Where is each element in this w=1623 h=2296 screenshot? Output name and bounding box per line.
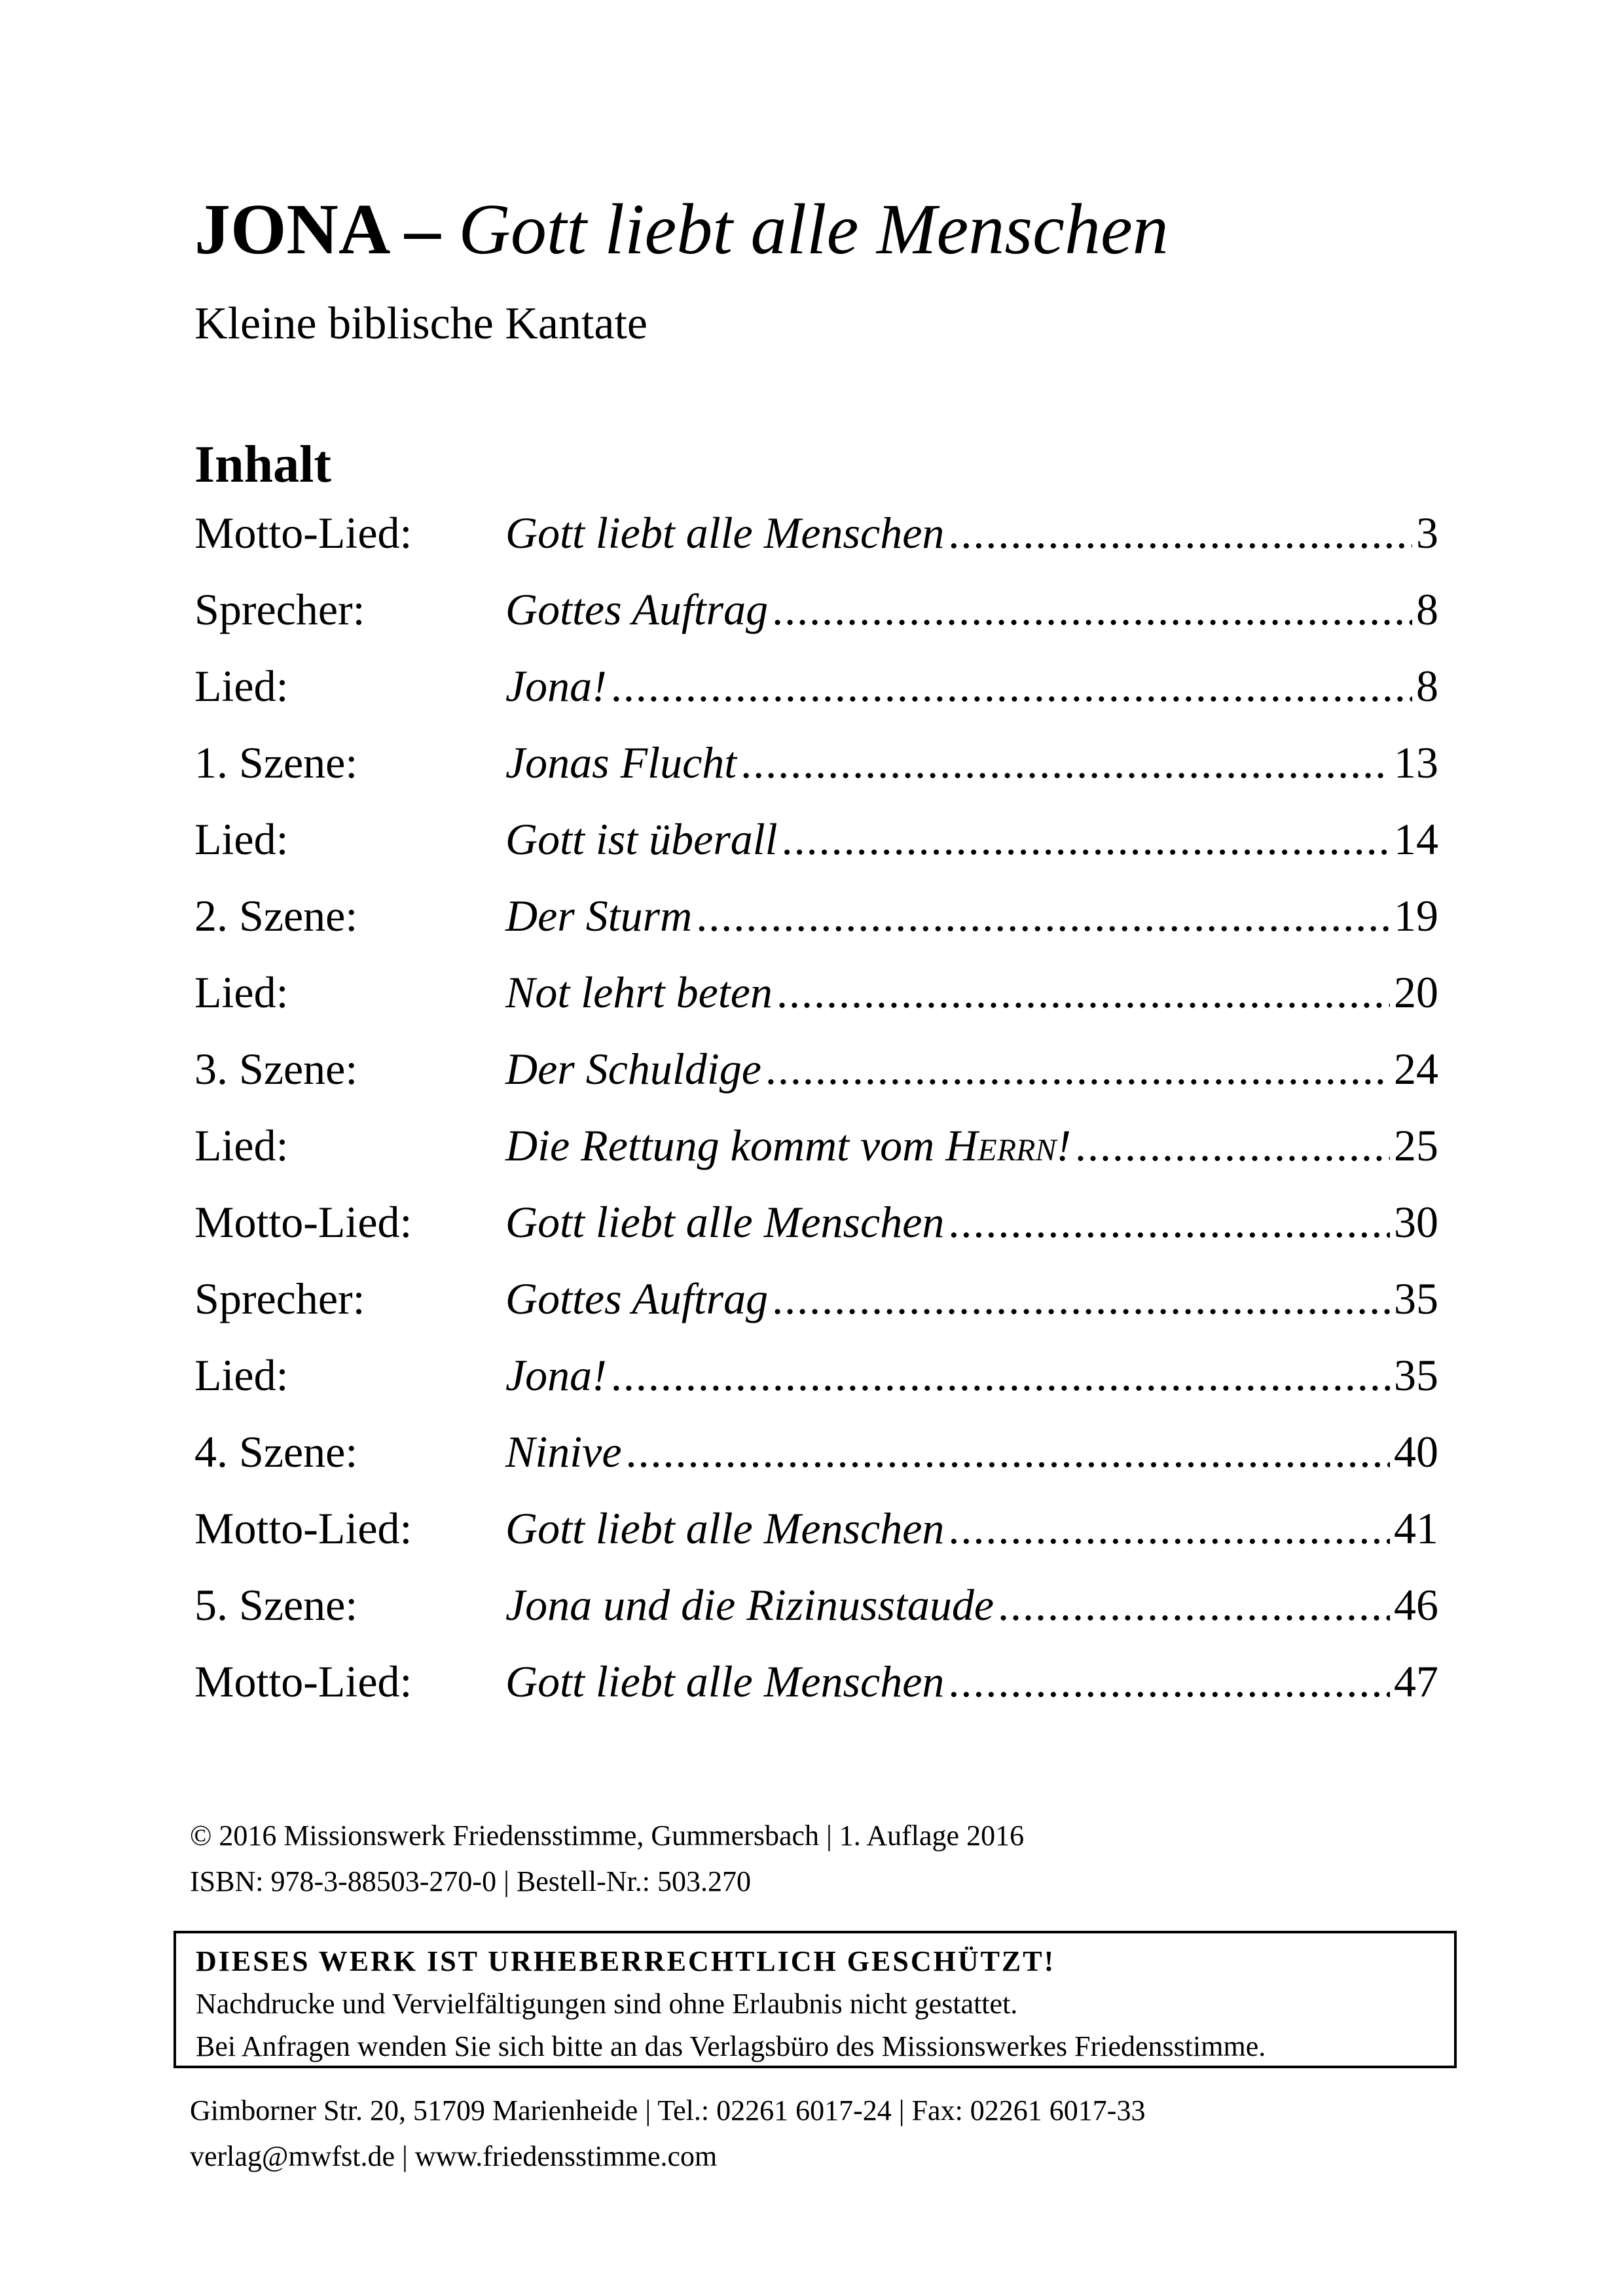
toc-entry-page: 25 [1394,1121,1438,1170]
contact-website[interactable]: www.friedensstimme.com [414,2140,718,2172]
toc-entry-label: Lied: [194,661,289,711]
toc-entry[interactable] [194,737,1438,814]
toc-entry-title [505,1273,768,1325]
toc-entry-title [505,507,944,559]
toc-entry-title-end: ! [1056,1121,1072,1170]
toc-entry-page: 13 [1394,738,1438,787]
toc-dot-leader [765,1043,1390,1095]
toc-entry[interactable] [194,1120,1438,1196]
toc-entry-title-text: Gott ist überall [505,814,778,864]
toc-entry-title [505,1196,944,1248]
toc-entry-label: Sprecher: [194,584,365,634]
toc-entry-title [505,1120,1071,1172]
toc-entry[interactable] [194,1350,1438,1426]
contact-separator: | [394,2140,415,2172]
notice-heading: DIESES WERK IST URHEBERRECHTLICH GESCHÜTZT! [196,1945,1056,1977]
toc-entry-page: 8 [1416,661,1438,711]
toc-entry-label: Motto-Lied: [194,1503,412,1553]
toc-dot-leader [1075,1120,1390,1172]
toc-entry[interactable] [194,1503,1438,1579]
document-title [194,190,1169,269]
imprint-copyright: © 2016 Missionswerk Friedensstimme, Gummersbach | 1. Auflage 2016 [190,1820,1025,1852]
toc-dot-leader [948,1503,1390,1554]
toc-entry[interactable] [194,890,1438,967]
toc-entry-label: 1. Szene: [194,738,358,787]
toc-entry[interactable] [194,1426,1438,1503]
toc-entry-title-text: Gott liebt alle Menschen [505,1503,945,1553]
toc-entry-title-text: Gottes Auftrag [505,584,769,634]
toc-entry-title-text: Gott liebt alle Menschen [505,1657,945,1706]
toc-dot-leader [776,967,1390,1018]
toc-entry-label: Lied: [194,814,289,864]
document-subtitle: Kleine biblische Kantate [194,298,647,349]
contact-address: Gimborner Str. 20, 51709 Marienheide | Tel.: 02261 6017-24 | Fax: 02261 6017-33 [190,2094,1146,2126]
toc-entry-label: Lied: [194,967,289,1017]
toc-entry-page: 40 [1394,1427,1438,1477]
toc-dot-leader [626,1426,1390,1478]
toc-entry-label: 3. Szene: [194,1044,358,1094]
toc-entry-title [505,967,773,1018]
toc-entry-title-text: Ninive [505,1427,622,1477]
toc-entry-title-text: Der Schuldige [505,1044,761,1094]
toc-entry-label: Lied: [194,1350,289,1400]
toc-entry[interactable] [194,584,1438,660]
toc-entry-title [505,1579,994,1631]
toc-entry-title-text: Not lehrt beten [505,967,773,1017]
toc-entry-title-text: Gottes Auftrag [505,1274,769,1323]
toc-dot-leader [948,1196,1390,1248]
imprint [190,1813,1024,1905]
toc-entry-label: Lied: [194,1121,289,1170]
imprint-isbn: ISBN: 978-3-88503-270-0 | Bestell-Nr.: 503.270 [190,1865,751,1897]
notice-line-1: Nachdrucke und Vervielfältigungen sind ohne Erlaubnis nicht gestattet. [196,1988,1018,2020]
contact-info [190,2088,1145,2179]
toc-entry-title [505,890,692,942]
toc-dot-leader [740,737,1390,789]
table-of-contents [194,507,1438,1732]
toc-entry-label: Motto-Lied: [194,1657,412,1706]
toc-dot-leader [772,1273,1390,1325]
toc-dot-leader [611,1350,1390,1401]
toc-entry-title [505,584,768,636]
toc-dot-leader [948,1656,1390,1708]
toc-entry[interactable] [194,1043,1438,1120]
toc-entry-label: Sprecher: [194,1274,365,1323]
toc-entry-page: 19 [1394,891,1438,941]
toc-entry-page: 24 [1394,1044,1438,1094]
toc-entry-page: 46 [1394,1580,1438,1630]
toc-entry-title [505,814,778,865]
toc-entry[interactable] [194,1656,1438,1732]
toc-entry-page: 20 [1394,967,1438,1017]
toc-entry-title-text: Gott liebt alle Menschen [505,508,945,558]
toc-entry-page: 30 [1394,1197,1438,1247]
toc-entry[interactable] [194,1579,1438,1656]
title-italic: Gott liebt alle Menschen [458,189,1169,269]
toc-entry-label: 2. Szene: [194,891,358,941]
toc-entry-title [505,737,737,789]
toc-dot-leader [611,660,1412,712]
toc-entry[interactable] [194,1273,1438,1350]
toc-entry[interactable] [194,507,1438,584]
toc-entry-title [505,1350,607,1401]
toc-entry-label: 4. Szene: [194,1427,358,1477]
toc-entry-title-text: Der Sturm [505,891,693,941]
toc-dot-leader [782,814,1390,865]
copyright-notice-box [173,1931,1457,2068]
toc-entry-title-text: Jonas Flucht [505,738,737,787]
toc-entry-title-text: Jona und die Rizinusstaude [505,1580,994,1630]
toc-entry-title-text: Jona! [505,661,607,711]
toc-entry-page: 3 [1416,508,1438,558]
toc-entry-page: 47 [1394,1657,1438,1706]
toc-entry-title-text: Jona! [505,1350,607,1400]
toc-entry-title [505,1043,761,1095]
title-separator: – [386,189,459,269]
toc-entry[interactable] [194,660,1438,737]
toc-dot-leader [772,584,1412,636]
toc-entry-title [505,1426,622,1478]
toc-entry-page: 8 [1416,584,1438,634]
toc-entry-title-text: Die Rettung kommt vom [505,1121,946,1170]
toc-dot-leader [998,1579,1390,1631]
contact-email[interactable]: verlag@mwfst.de [190,2140,395,2172]
title-main: JONA [194,189,387,269]
toc-entry-label: Motto-Lied: [194,508,412,558]
toc-entry-title-smallcaps: Herrn [945,1121,1057,1170]
toc-heading: Inhalt [194,436,331,493]
toc-entry-title-text: Gott liebt alle Menschen [505,1197,945,1247]
toc-entry-page: 14 [1394,814,1438,864]
toc-entry-label: 5. Szene: [194,1580,358,1630]
toc-entry-label: Motto-Lied: [194,1197,412,1247]
toc-entry-page: 41 [1394,1503,1438,1553]
toc-entry-title [505,660,607,712]
toc-dot-leader [696,890,1390,942]
toc-entry-title [505,1503,944,1554]
toc-dot-leader [948,507,1412,559]
toc-entry-page: 35 [1394,1350,1438,1400]
toc-entry[interactable] [194,967,1438,1043]
toc-entry[interactable] [194,1196,1438,1273]
toc-entry[interactable] [194,814,1438,890]
notice-line-2: Bei Anfragen wenden Sie sich bitte an das Verlagsbüro des Missionswerkes Friedensstimme. [196,2030,1266,2062]
toc-entry-page: 35 [1394,1274,1438,1323]
toc-entry-title [505,1656,944,1708]
